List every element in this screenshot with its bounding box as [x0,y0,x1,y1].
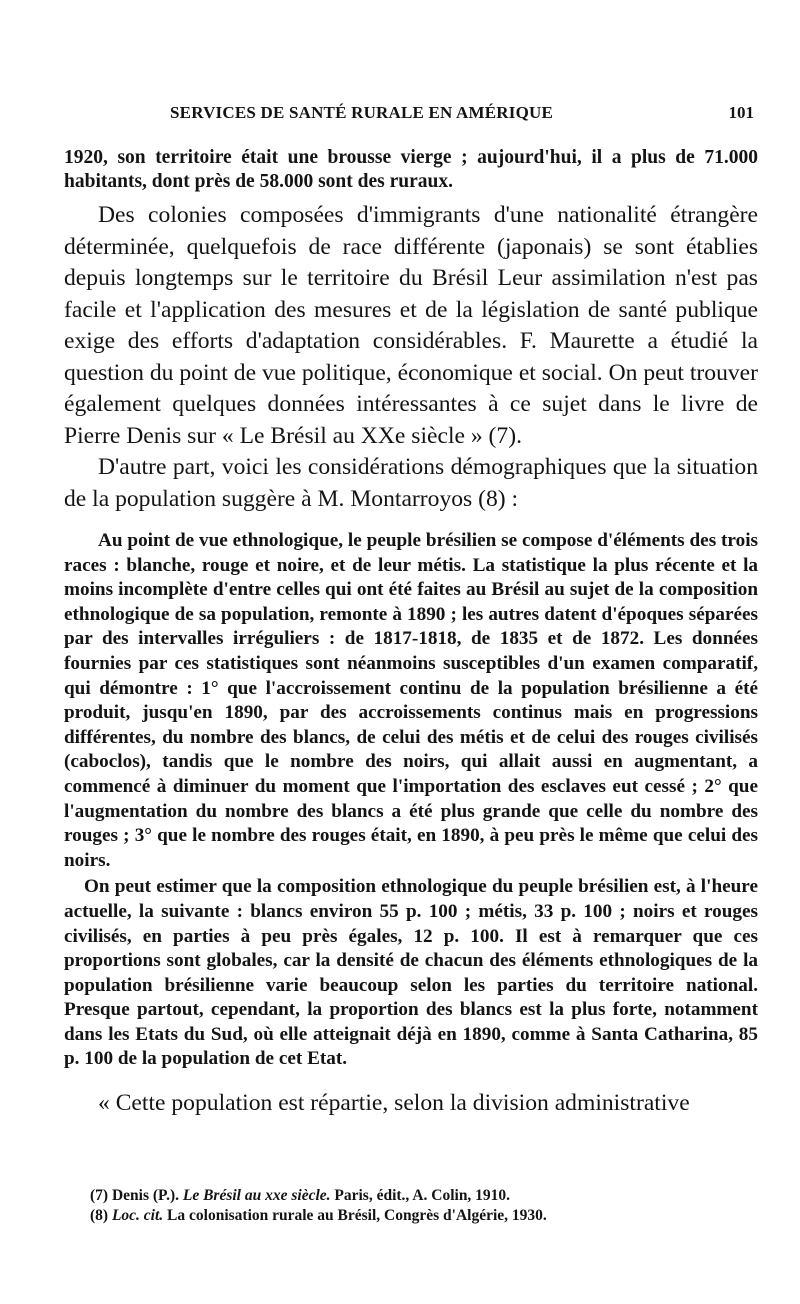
paragraph-demographics-intro: D'autre part, voici les considérations démographiques que la situation de la population suggère à M. Montarroyos (8) : [64,454,758,512]
footnote-citation: Loc. cit. [111,1207,164,1224]
paragraph-continuation: 1920, son territoire était une brousse vierge ; aujourd'hui, il a plus de 71.000 habitants, dont près de 58.000 sont des ruraux. [64,147,758,192]
footnote-publication: Paris, édit., A. Colin, 1910. [334,1187,511,1204]
page-header [64,103,758,131]
footnote-author: Denis (P.). [111,1187,179,1204]
footnotes [90,1186,758,1226]
quote-composition-estimate: On peut estimer que la composition ethnologique du peuple brésilien est, à l'heure actuelle, la suivante : blancs environ 55 p. 100 ; métis, 33 p. 100 ; noirs et rouges civilisés, en parties à peu près égales, 12 p. 100. Il est à remarquer que ces proportions sont globales, car la densité de chacun des éléments ethnologiques de la population brésilienne varie beaucoup selon les parties du territoire national. Presque partout, cependant, la proportion des blancs est la plus forte, notamment dans les Etats du Sud, où elle atteignait déjà en 1890, comme à Santa Catharina, 85 p. 100 de la population de cet Etat. [64,876,758,1070]
quote-ethnology: Au point de vue ethnologique, le peuple brésilien se compose d'éléments des trois races : blanche, rouge et noire, et de leur métis. La statistique la plus récente et la moins incomplète d'entre celles qui ont été faites au Brésil au sujet de la composition ethnologique de sa population, remonte à 1890 ; les autres datent d'époques séparées par des intervalles irréguliers : de 1817-1818, de 1835 et de 1872. Les données fournies par ces statistiques sont néanmoins susceptibles d'un examen comparatif, qui démontre : 1° que l'accroissement continu de la population brésilienne a été produit, jusqu'en 1890, par des accroissements continus mais en progressions différentes, du nombre des blancs, de celui des métis et de celui des rouges civilisés (caboclos), tandis que le nombre des noirs, qui allait aussi en augmentant, a commencé à diminuer du moment que l'importation des esclaves eut cessé ; 2° que l'augmentation du nombre des blancs a été plus grande que celle du nombre des rouges ; 3° que le nombre des rouges était, en 1890, à peu près le même que celui des noirs. [64,530,758,871]
body-text [64,146,758,1120]
running-title: SERVICES DE SANTÉ RURALE EN AMÉRIQUE [170,103,554,122]
footnote-number: (7) [90,1187,109,1204]
footnote-number: (8) [90,1207,109,1224]
footnote-book-title: Le Brésil au xxe siècle. [182,1187,331,1204]
footnote-8 [90,1206,758,1226]
paragraph-immigrant-colonies: Des colonies composées d'immigrants d'une nationalité étrangère déterminée, quelquefois de race différente (japonais) se sont établies depuis longtemps sur le territoire du Brésil Leur assimilation n'est pas facile et l'application des mesures et de la législation de santé publique exige des efforts d'adaptation considérables. F. Maurette a étudié la question du point de vue politique, économique et social. On peut trouver également quelques données intéressantes à ce sujet dans le livre de Pierre Denis sur « Le Brésil au XXe siècle » (7). [64,202,758,449]
footnote-7 [90,1186,758,1206]
page-number: 101 [728,103,754,122]
footnote-publication: La colonisation rurale au Brésil, Congrès d'Algérie, 1930. [167,1207,547,1224]
paragraph-population-distribution: « Cette population est répartie, selon la division administrative [98,1090,690,1117]
document-page [64,0,758,1304]
